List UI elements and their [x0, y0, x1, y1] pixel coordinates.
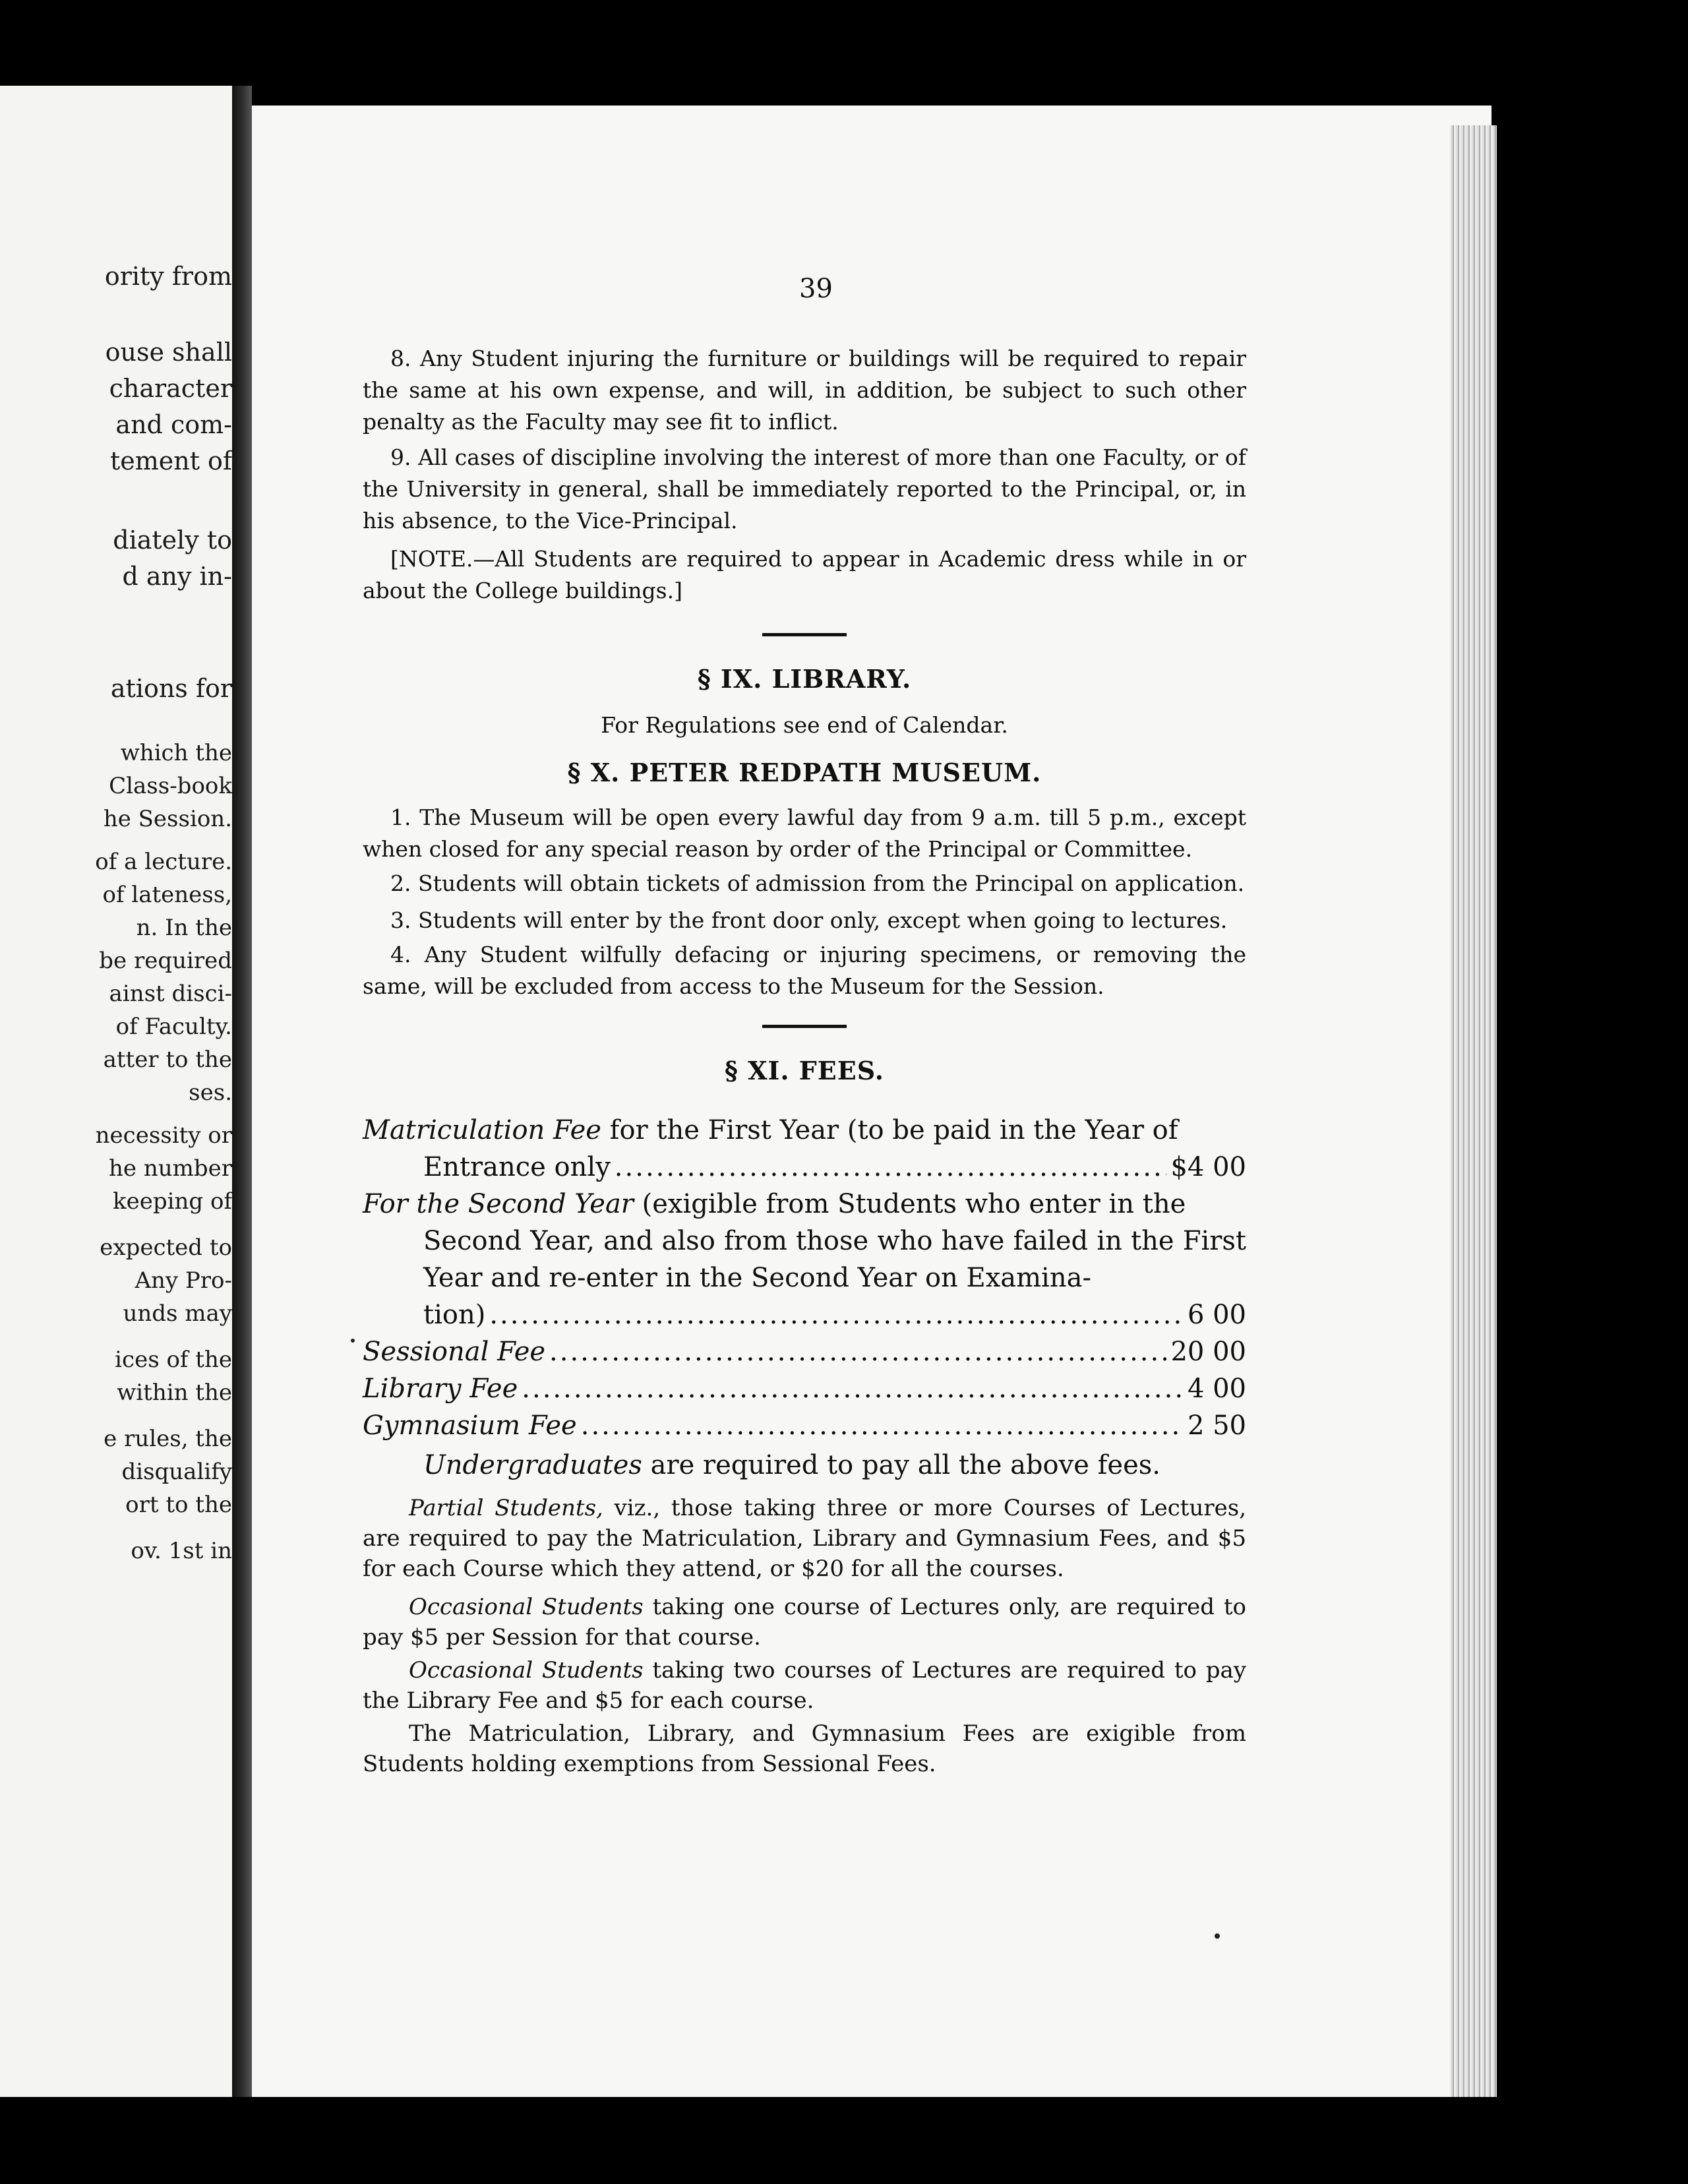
- occasional-two-text: taking two courses of Lectures are required to pay the Library Fee and $5 for each course.: [363, 1657, 1246, 1714]
- museum-rule-1: 1. The Museum will be open every lawful day from 9 a.m. till 5 p.m., except when closed for any special reason by order of the Principal or Committee.: [363, 804, 1246, 862]
- occasional-two-note: [363, 1655, 1246, 1716]
- gymnasium-fee-label: Gymnasium Fee: [363, 1410, 577, 1441]
- left-page-fragment: n. In the: [136, 915, 232, 941]
- second-year-fee-text: (exigible from Students who enter in the: [642, 1189, 1186, 1219]
- occasional-one-note: [363, 1592, 1246, 1653]
- second-year-fee-desc: [363, 1186, 1246, 1223]
- second-year-fee-last: tion): [423, 1300, 486, 1330]
- section-divider: [762, 633, 847, 636]
- left-page-fragment: atter to the: [103, 1046, 232, 1073]
- page-number: 39: [799, 274, 833, 304]
- leader-dots: [489, 1296, 1184, 1333]
- museum-rule-3: 3. Students will enter by the front door only, except when going to lectures.: [390, 907, 1228, 933]
- sessional-fee-row: [363, 1333, 1246, 1370]
- left-page-fragment: ov. 1st in: [131, 1538, 232, 1564]
- page-edges: [1451, 125, 1497, 2097]
- left-page-fragment: d any in-: [122, 562, 232, 591]
- left-page-fragment: disqualify: [121, 1459, 232, 1485]
- left-page-fragment: ority from: [104, 262, 232, 291]
- museum-rule-4: 4. Any Student wilfully defacing or injuring specimens, or removing the same, will be excluded from access to the Museum for the Session.: [363, 942, 1246, 999]
- matriculation-fee-desc: [363, 1112, 1246, 1149]
- left-page-fragment: e rules, the: [104, 1426, 232, 1452]
- left-page-fragment: diately to: [113, 526, 232, 555]
- second-year-fee-label: For the Second Year: [363, 1189, 634, 1219]
- book-binding: [232, 86, 252, 2097]
- matriculation-fee-label: Matriculation Fee: [363, 1115, 601, 1145]
- left-page-fragment: of a lecture.: [95, 849, 232, 875]
- matriculation-fee-row: [363, 1149, 1246, 1186]
- matriculation-fee-text: for the First Year (to be paid in the Year of: [609, 1115, 1178, 1145]
- left-page-fragment: which the: [120, 740, 232, 766]
- left-page-fragment: of lateness,: [102, 882, 232, 908]
- partial-students-note: [363, 1493, 1246, 1584]
- fees-table: [363, 1112, 1246, 1484]
- second-year-fee-cont: Second Year, and also from those who have failed in the First Year and re-enter in the Second Year on Examina-: [423, 1226, 1246, 1293]
- left-page-fragment: keeping of: [112, 1188, 232, 1215]
- sessional-fee-label: Sessional Fee: [363, 1337, 546, 1367]
- leader-dots: [615, 1149, 1167, 1186]
- left-page-fragment: he number: [109, 1155, 232, 1182]
- rule-9: 9. All cases of discipline involving the interest of more than one Faculty, or of the University in general, shall be immediately reported to the Principal, or, in his absence, to the Vice-Principal.: [363, 444, 1246, 533]
- note-academic-dress: [NOTE.—All Students are required to appear in Academic dress while in or about the College buildings.]: [363, 546, 1246, 603]
- left-page-fragment: be required: [99, 948, 232, 974]
- left-page-fragment: and com-: [115, 410, 232, 439]
- occasional-two-label: Occasional Students: [409, 1657, 644, 1684]
- matriculation-fee-amount: $4 00: [1170, 1152, 1246, 1182]
- second-year-fee-row: [363, 1296, 1246, 1333]
- left-page-fragment: necessity or: [95, 1122, 232, 1149]
- left-page-fragment: character: [109, 374, 232, 403]
- occasional-one-text: taking one course of Lectures only, are required to pay $5 per Session for that course.: [363, 1594, 1247, 1651]
- left-page-fragment: ations for: [110, 674, 232, 703]
- facing-page-left: [0, 86, 232, 2097]
- left-page-fragment: ouse shall: [105, 338, 232, 367]
- fees-heading: § XI. FEES.: [724, 1056, 885, 1085]
- library-heading: § IX. LIBRARY.: [697, 664, 912, 694]
- left-page-fragment: tement of: [109, 446, 232, 475]
- left-page-fragment: ices of the: [115, 1347, 232, 1373]
- partial-students-text: viz., those taking three or more Courses of Lectures, are required to pay the Matriculation, Library and Gymnasium Fees, and $5 for each Course which they attend, or $20 for all the courses.: [363, 1495, 1247, 1582]
- left-page-fragment: ainst disci-: [109, 981, 232, 1007]
- second-year-fee-amount: 6 00: [1187, 1300, 1246, 1330]
- undergraduates-text: are required to pay all the above fees.: [650, 1450, 1160, 1480]
- leader-dots: [522, 1370, 1184, 1407]
- gymnasium-fee-amount: 2 50: [1187, 1410, 1246, 1441]
- ink-speck: [351, 1339, 355, 1343]
- library-fee-amount: 4 00: [1187, 1374, 1246, 1404]
- gymnasium-fee-row: [363, 1407, 1246, 1444]
- left-page-fragment: unds may: [123, 1300, 232, 1327]
- library-text: For Regulations see end of Calendar.: [601, 712, 1008, 738]
- sessional-fee-amount: 20 00: [1170, 1337, 1246, 1367]
- leader-dots: [549, 1333, 1166, 1370]
- left-page-fragment: ort to the: [125, 1492, 232, 1518]
- left-page-fragment: within the: [117, 1380, 232, 1406]
- museum-heading: § X. PETER REDPATH MUSEUM.: [567, 758, 1042, 787]
- undergraduates-label: Undergraduates: [423, 1450, 642, 1480]
- matriculation-fee-cont: Entrance only: [423, 1152, 611, 1182]
- left-page-fragment: expected to: [100, 1234, 232, 1261]
- left-page-fragment: Class-book: [109, 773, 232, 799]
- section-divider: [762, 1025, 847, 1028]
- library-fee-row: [363, 1370, 1246, 1407]
- left-page-fragment: Any Pro-: [135, 1267, 232, 1294]
- left-page-fragment: he Session.: [103, 806, 232, 832]
- ink-speck: [1215, 1933, 1220, 1939]
- leader-dots: [581, 1407, 1184, 1444]
- partial-students-label: Partial Students,: [409, 1495, 603, 1521]
- rule-8: 8. Any Student injuring the furniture or buildings will be required to repair the same at his own expense, and will, in addition, be subject to such other penalty as the Faculty may see fit to inflict.: [363, 346, 1246, 435]
- exemption-note: The Matriculation, Library, and Gymnasium Fees are exigible from Students holding exemptions from Sessional Fees.: [363, 1720, 1246, 1777]
- undergraduates-note: [363, 1447, 1246, 1484]
- museum-rule-2: 2. Students will obtain tickets of admission from the Principal on application.: [390, 870, 1245, 896]
- left-page-fragment: ses.: [189, 1079, 232, 1106]
- page-content: [363, 343, 1246, 1779]
- left-page-fragment: of Faculty.: [115, 1014, 232, 1040]
- occasional-one-label: Occasional Students: [409, 1594, 644, 1620]
- library-fee-label: Library Fee: [363, 1374, 518, 1404]
